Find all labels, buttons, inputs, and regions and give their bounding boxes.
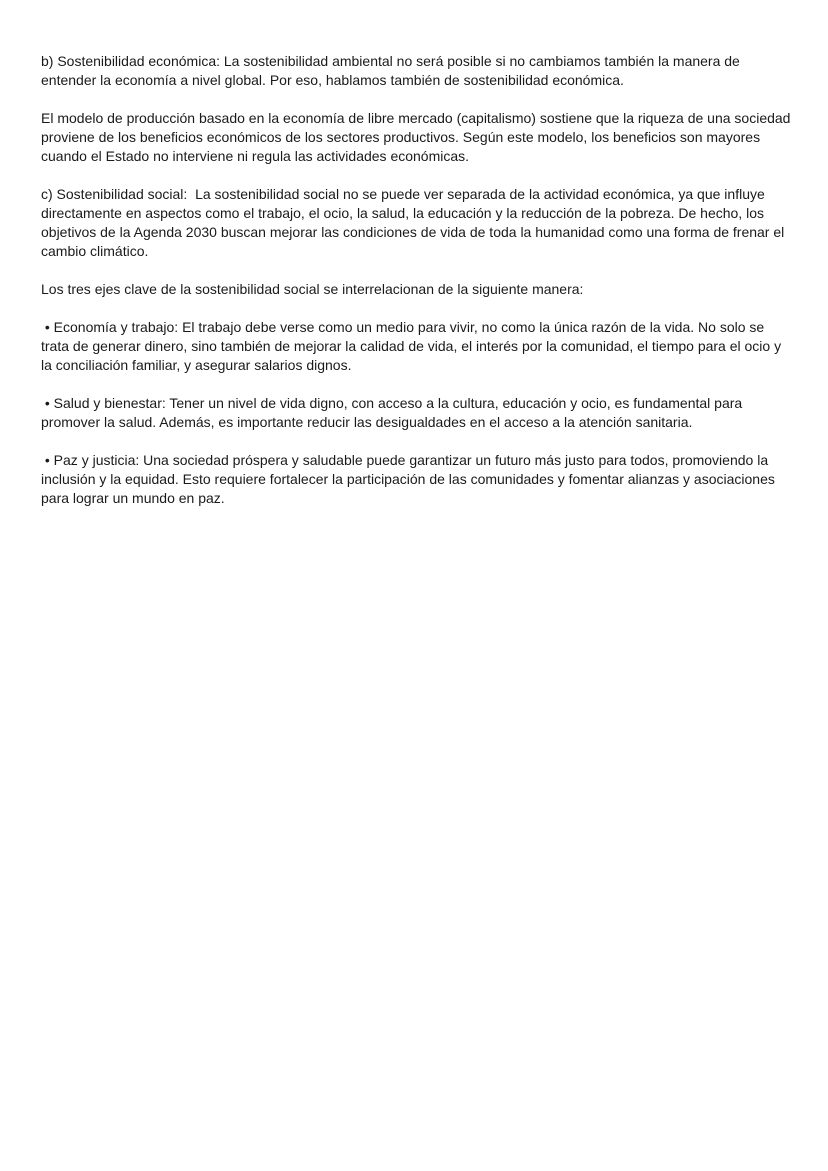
paragraph-production-model: El modelo de producción basado en la economía de libre mercado (capitalismo) sostiene que la riqueza de una sociedad proviene de los beneficios económicos de los sectores productivos. Según este modelo, los beneficios son mayores cuando el Estado no interviene ni regula las actividades económicas.: [41, 110, 795, 164]
bullet-peace-and-justice: • Paz y justicia: Una sociedad próspera y saludable puede garantizar un futuro más justo para todos, promoviendo la inclusión y la equidad. Esto requiere fortalecer la participación de las comunidades y fomentar alianzas y asociaciones para lograr un mundo en paz.: [41, 452, 779, 506]
paragraph-social-sustainability: c) Sostenibilidad social: La sostenibilidad social no se puede ver separada de la actividad económica, ya que influye directamente en aspectos como el trabajo, el ocio, la salud, la educación y la reducción de la pobreza. De hecho, los objetivos de la Agenda 2030 buscan mejorar las condiciones de vida de toda la humanidad como una forma de frenar el cambio climático.: [41, 186, 789, 259]
paragraph-three-axes-intro: Los tres ejes clave de la sostenibilidad social se interrelacionan de la siguiente manera:: [41, 281, 584, 297]
paragraph-economic-sustainability: b) Sostenibilidad económica: La sostenibilidad ambiental no será posible si no cambiamos también la manera de entender la economía a nivel global. Por eso, hablamos también de sostenibilidad económica.: [41, 53, 744, 88]
bullet-health-and-wellbeing: • Salud y bienestar: Tener un nivel de vida digno, con acceso a la cultura, educación y ocio, es fundamental para promover la salud. Además, es importante reducir las desigualdades en el acceso a la atención sanitaria.: [41, 395, 747, 430]
document-page: [41, 52, 795, 527]
bullet-economy-and-work: • Economía y trabajo: El trabajo debe verse como un medio para vivir, no como la única razón de la vida. No solo se trata de generar dinero, sino también de mejorar la calidad de vida, el interés por la comunidad, el tiempo para el ocio y la conciliación familiar, y asegurar salarios dignos.: [41, 319, 785, 373]
